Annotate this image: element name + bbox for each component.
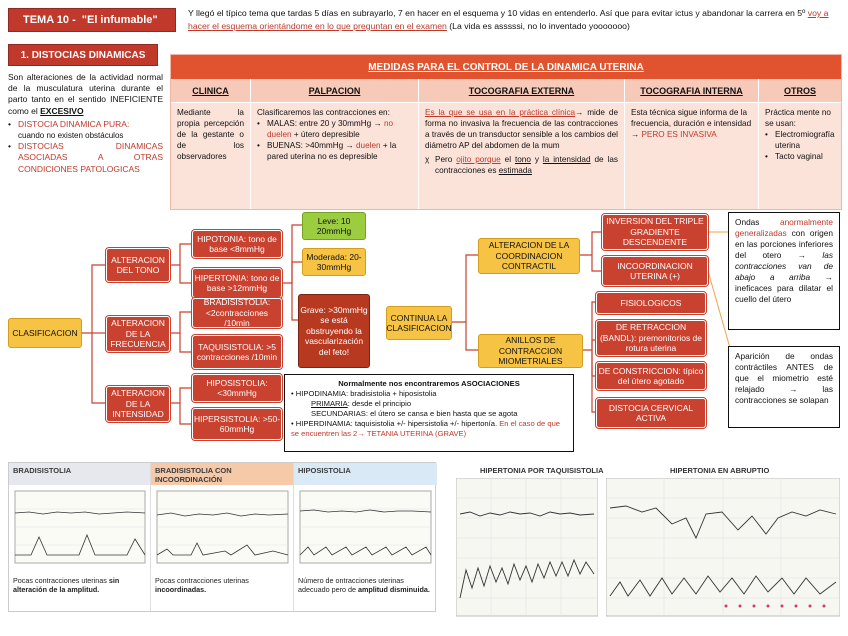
cap-bold: incoordinadas. (155, 585, 207, 594)
list-item: • BUENAS: >40mmHg → duelen + la pared uterina no es depresible (257, 140, 412, 162)
item-sub: cuando no existen obstáculos (18, 131, 124, 141)
node-inversion: INVERSION DEL TRIPLE GRADIENTE DESCENDENTE (602, 214, 708, 250)
b-post: de las contracciones es (435, 155, 618, 175)
asoc-sec: SECUNDARIAS: el útero se cansa e bien hasta que se agota (311, 409, 518, 418)
node-alt-frecuencia: ALTERACION DE LA FRECUENCIA (106, 316, 170, 352)
node-retraccion: DE RETRACCION (BANDL): premonitorios de rotura uterina (596, 320, 706, 356)
node-grave: Grave: >30mmHg se está obstruyendo la vascularización del feto! (298, 294, 370, 368)
node-moderada: Moderada: 20-30mmHg (302, 248, 366, 276)
b-u3: estimada (498, 166, 532, 175)
panel-bradisistolia (9, 463, 151, 611)
node-leve: Leve: 10 20mmHg (302, 212, 366, 240)
ondas-em: las contracciones van de abajo a arriba (735, 250, 833, 282)
col-toco-interna: TOCOGRAFIA INTERNA Esta técnica sigue informa de la frecuencia, duración e intensidad → PERO ES INVASIVA (625, 79, 759, 209)
asoc-prim-label: PRIMARIA (311, 399, 348, 408)
item-title: DISTOCIA DINAMICA PURA: (18, 118, 130, 129)
note-aparicion: Aparición de ondas contráctiles ANTES de que el miometrio esté relajado → las contracciones se solapan (728, 346, 840, 428)
tema-label: TEMA 10 - (23, 14, 76, 26)
col-body: Mediante la propia percepción de la gestante o de los observadores (177, 108, 244, 161)
asoc-1: • HIPODINAMIA: bradisistolia + hiposistolia (291, 389, 437, 398)
tocoext-bullet: χ Pero ojito porque el tono y la intensidad de las contracciones es estimada (425, 155, 618, 175)
node-alt-intensidad: ALTERACION DE LA INTENSIDAD (106, 386, 170, 422)
panel-head: BRADISISTOLIA CON INCOORDINACIÓN (151, 463, 293, 485)
ctg-title-abruptio: HIPERTONIA EN ABRUPTIO (670, 466, 770, 475)
node-incoordinacion: INCOORDINACION UTERINA (+) (602, 256, 708, 286)
palp-malas-red: no duelen (267, 119, 394, 139)
node-alt-tono: ALTERACION DEL TONO (106, 248, 170, 282)
asoc-title: Normalmente nos encontraremos ASOCIACIONES (338, 379, 520, 388)
ctg-strip-hiposistolia (294, 485, 437, 571)
note-ondas (728, 212, 840, 330)
list-item: • Tacto vaginal (765, 151, 835, 162)
palp-malas: MALAS: entre 20 y 30mmHg (267, 119, 372, 128)
note-asociaciones (284, 374, 574, 452)
b-pre: Pero (435, 155, 457, 164)
ctg-strip-hipertonia-abruptio (606, 478, 840, 618)
asoc-2-red: En el caso de que se encuentren las 2→ TETANIA UTERINA (GRAVE) (291, 419, 561, 438)
node-bradisistolia: BRADISISTOLIA: <2contracciones /10min (192, 298, 282, 328)
cap-bold: sin alteración de la amplitud. (13, 576, 120, 594)
node-alt-coordinacion: ALTERACION DE LA COORDINACION CONTRACTIL (478, 238, 580, 274)
node-distocia-cervical: DISTOCIA CERVICAL ACTIVA (596, 398, 706, 428)
b-mid: el (500, 155, 515, 164)
col-head: TOCOGRAFIA INTERNA (625, 79, 758, 103)
asoc-1-text: HIPODINAMIA: bradisistolia + hiposistolia (295, 389, 437, 398)
left-desc-bold: EXCESIVO (40, 105, 84, 116)
ctg-strip-hipertonia-taqui (456, 478, 598, 618)
tema-title: "El infumable" (81, 14, 158, 26)
node-hipotonia: HIPOTONIA: tono de base <8mmHg (192, 230, 282, 258)
node-hipersistolia: HIPERSISTOLIA: >50-60mmHg (192, 408, 282, 440)
col-head: CLINICA (171, 79, 250, 103)
list-item: • Electromiografía uterina (765, 129, 835, 151)
palp-buenas: BUENAS: >40mmHg (267, 141, 344, 150)
panel-caption (151, 576, 293, 594)
list-item: • MALAS: entre 20 y 30mmHg → no duelen + útero depresible (257, 118, 412, 140)
col-toco-externa: TOCOGRAFIA EXTERNA Es la que se usa en la práctica clínica→ mide de forma no invasiva la frecuencia de las contracciones a través de un transductor sensible a los cambios del diámetro AP del abdomen de la mum χ Pero ojito porque el tono y la intensidad de las contracciones es estimada (419, 79, 625, 209)
node-clasificacion: CLASIFICACION (8, 318, 82, 348)
cap-text: Pocas contracciones uterinas (13, 576, 109, 585)
panel-head: BRADISISTOLIA (9, 463, 150, 485)
col-head: PALPACION (251, 79, 418, 103)
ondas-mid: con origen en las porciones inferiores del otero → (735, 228, 833, 260)
b-u1: tono (514, 155, 531, 164)
node-anillos: ANILLOS DE CONTRACCION MIOMETRIALES (478, 334, 583, 368)
ctg-strip-bradinc (151, 485, 294, 571)
panel-bradinc (151, 463, 294, 611)
col-head: TOCOGRAFIA EXTERNA (419, 79, 624, 103)
node-hiposistolia: HIPOSISTOLIA: <30mmHg (192, 374, 282, 402)
palp-intro: Clasificaremos las contracciones en: (257, 108, 390, 117)
node-continua: CONTINUA LA CLASIFICACION (386, 306, 452, 340)
ctg-panel-left (8, 462, 436, 612)
ondas-red: anormalmente generalizadas (735, 217, 833, 238)
cap-text: Número de ontracciones uterinas adecuado pero de (298, 576, 404, 594)
node-fisiologicos: FISIOLOGICOS (596, 292, 706, 314)
section-title: 1. DISTOCIAS DINAMICAS (8, 44, 158, 66)
cap-text: Pocas contracciones uterinas (155, 576, 249, 585)
asoc-prim (291, 399, 567, 409)
palp-malas-post: + útero depresible (291, 130, 360, 139)
panel-caption (9, 576, 150, 594)
ondas-pre: Ondas (735, 217, 780, 227)
tocoint-body: Esta técnica sigue informa de la frecuencia, duración e intensidad (631, 108, 752, 128)
node-taquisistolia: TAQUISISTOLIA: >5 contracciones /10min (192, 335, 282, 369)
palp-buenas-post: + la pared uterina no es depresible (267, 141, 397, 161)
ondas-post: → ineficaces para dilatar el cuello del útero (735, 272, 833, 304)
tocoint-red: PERO ES INVASIVA (641, 130, 717, 139)
panel-head: HIPOSISTOLIA (294, 463, 437, 485)
ctg-title-taqui: HIPERTONIA POR TAQUISISTOLIA (480, 466, 604, 475)
intro-pre: Y llegó el típico tema que tardas 5 días en subrayarlo, 7 en hacer en el esquema y 10 vidas en entenderlo. Así que para evitar ictus y abandonar la carrera en 5º (188, 8, 808, 18)
b-and: y (530, 155, 543, 164)
panel-caption (294, 576, 437, 594)
node-hipertonia: HIPERTONIA: tono de base >12mmHg (192, 268, 282, 298)
palp-buenas-red: duelen (355, 141, 381, 150)
tocoext-body: mide de forma no invasiva la frecuencia de las contracciones a través de un transductor sensible a los cambios del diámetro AP del abdomen de la mum (425, 108, 618, 150)
b-u2: la intensidad (542, 155, 591, 164)
b-red: ojito porque (456, 155, 501, 164)
item-title: DISTOCIAS DINAMICAS ASOCIADAS A OTRAS CONDICIONES PATOLOGICAS (18, 141, 163, 174)
panel-hiposistolia (294, 463, 437, 611)
intro-highlight: voy a hacer el esquema orientándome en lo que preguntan en el examen (188, 8, 829, 31)
tocoext-red: Es la que se usa en la práctica clínica (425, 108, 576, 117)
asoc-2: • HIPERDINAMIA: taquisistolia +/- hipersistolia +/- hipertonía. En el caso de que se encuentren las 2→ TETANIA UTERINA (GRAVE) (291, 419, 561, 438)
medidas-title: MEDIDAS PARA EL CONTROL DE LA DINAMICA UTERINA (171, 55, 841, 79)
intro-post: (La vida es asssssi, no lo inventado yooooooo) (446, 21, 630, 31)
col-head: OTROS (759, 79, 841, 103)
node-constriccion: DE CONSTRICCION: típico del útero agotado (596, 362, 706, 390)
left-desc-text: Son alteraciones de la actividad normal de la musculatura uterina durante el parto tanto en el sentido INEFICIENTE como el (8, 72, 163, 116)
asoc-prim-text: : desde el principio (347, 399, 412, 408)
ctg-strip-bradisistolia (9, 485, 151, 571)
asoc-2-text: HIPERDINAMIA: taquisistolia +/- hipersistolia +/- hipertonía. (295, 419, 498, 428)
otros-intro: Práctica mente no se usan: (765, 108, 831, 128)
cap-bold: amplitud disminuida. (357, 585, 430, 594)
